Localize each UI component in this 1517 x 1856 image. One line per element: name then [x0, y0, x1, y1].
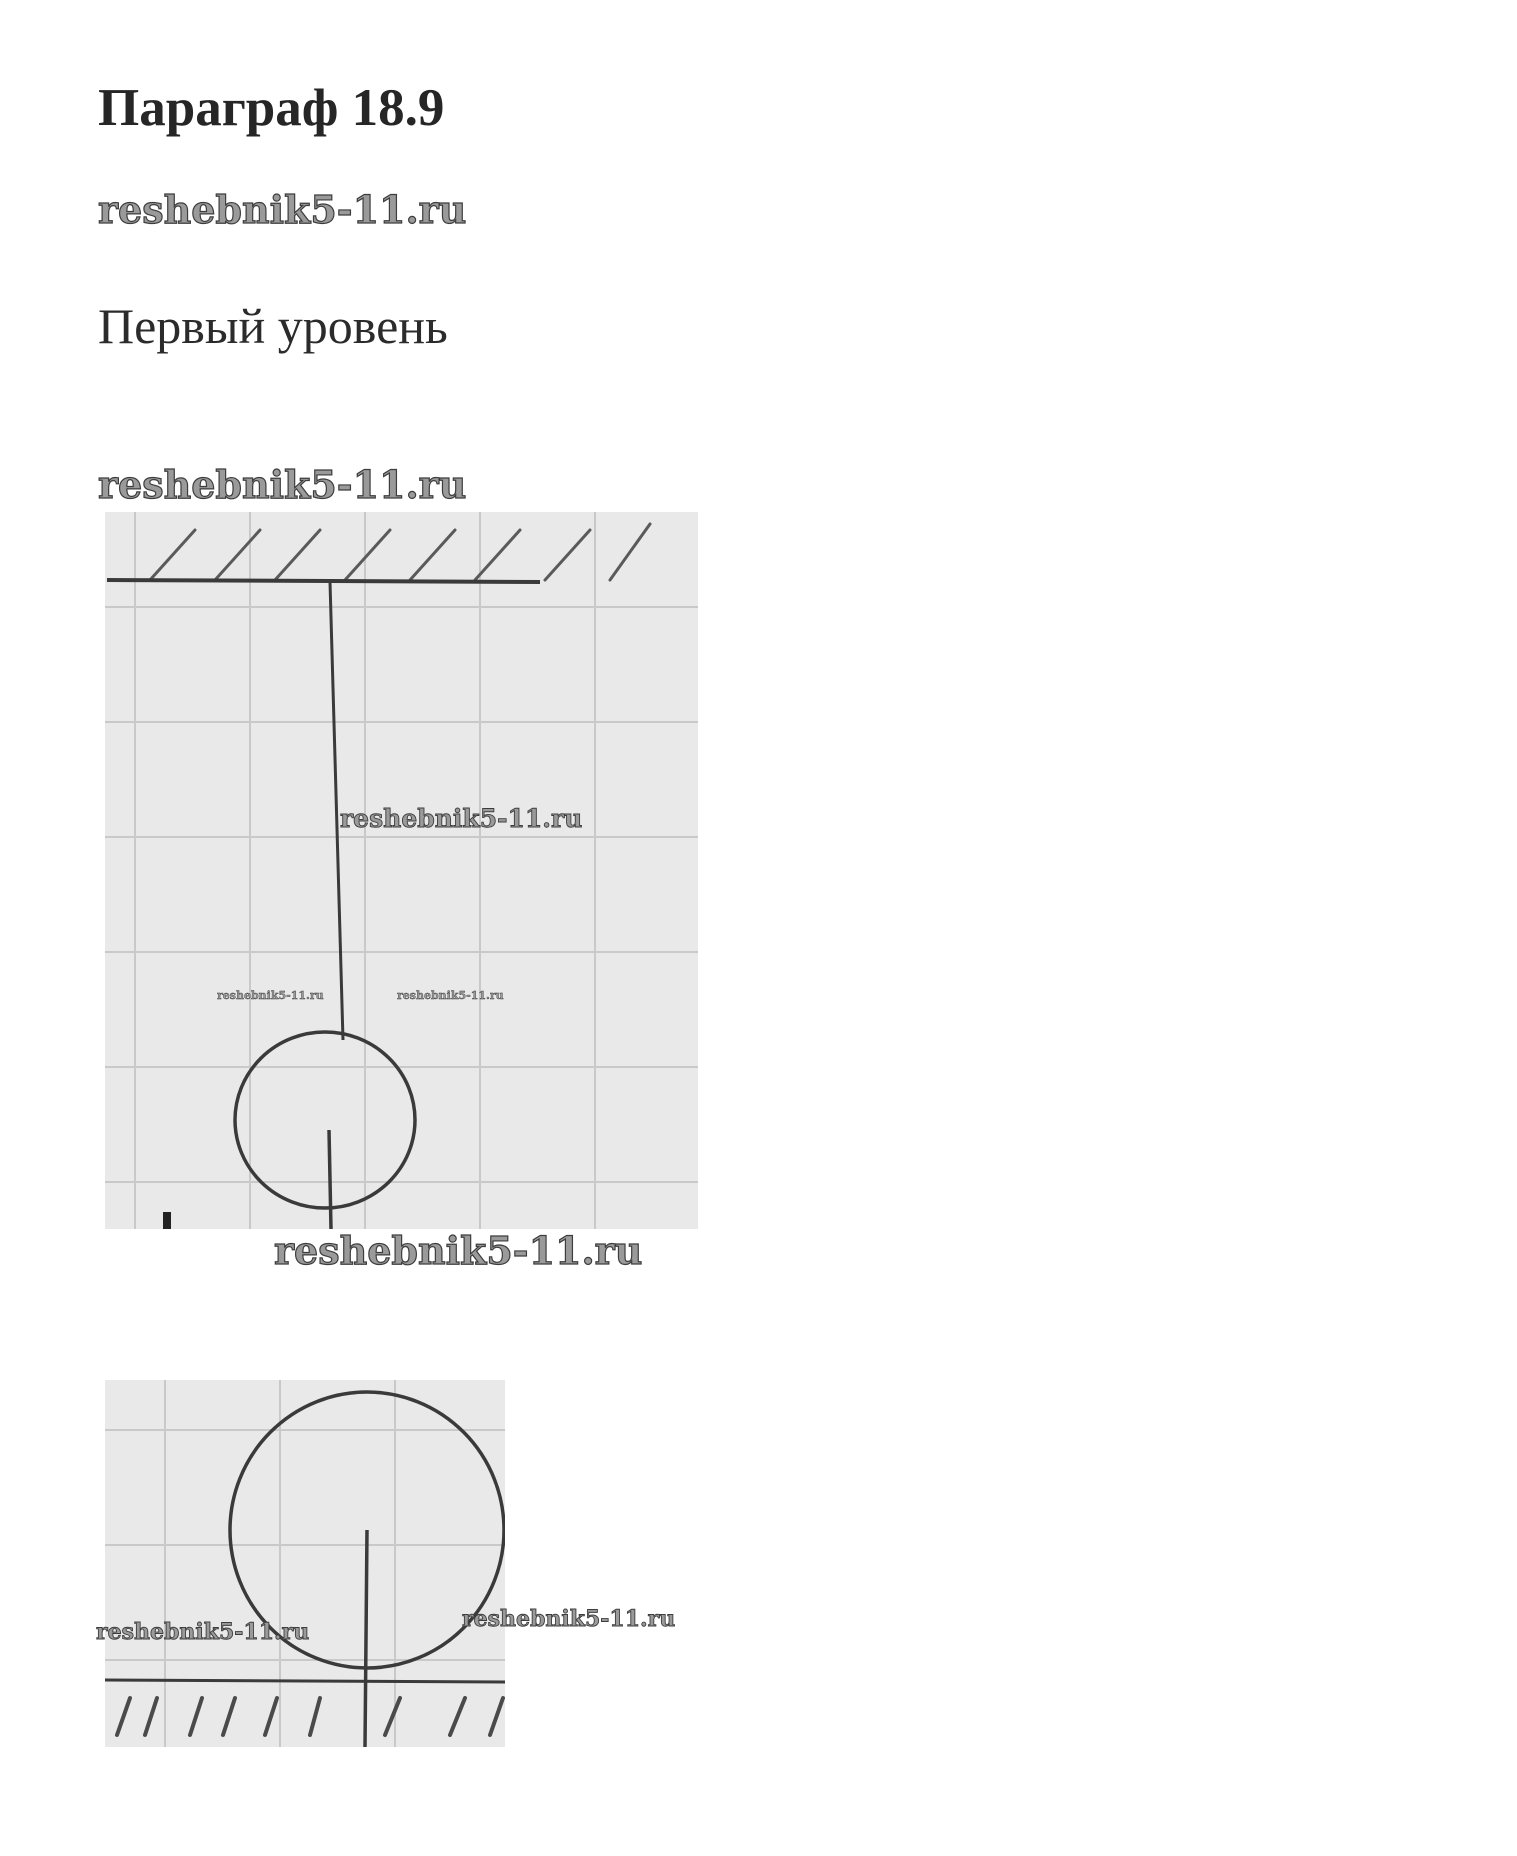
ball-figure — [105, 1380, 505, 1747]
watermark-logo: reshebnik5-11.ru — [98, 187, 467, 232]
watermark-logo: reshebnik5-11.ru — [217, 989, 324, 1002]
watermark-logo: reshebnik5-11.ru — [462, 1606, 676, 1632]
ball-drawing — [105, 1380, 505, 1747]
page-title: Параграф 18.9 — [98, 79, 445, 137]
level-heading: Первый уровень — [98, 298, 448, 354]
watermark-logo: reshebnik5-11.ru — [274, 1228, 643, 1273]
pendulum-drawing — [105, 512, 698, 1229]
watermark-logo: reshebnik5-11.ru — [98, 462, 467, 507]
pendulum-figure — [105, 512, 698, 1229]
watermark-logo: reshebnik5-11.ru — [340, 804, 583, 833]
watermark-logo: reshebnik5-11.ru — [96, 1619, 310, 1645]
watermark-logo: reshebnik5-11.ru — [397, 989, 504, 1002]
